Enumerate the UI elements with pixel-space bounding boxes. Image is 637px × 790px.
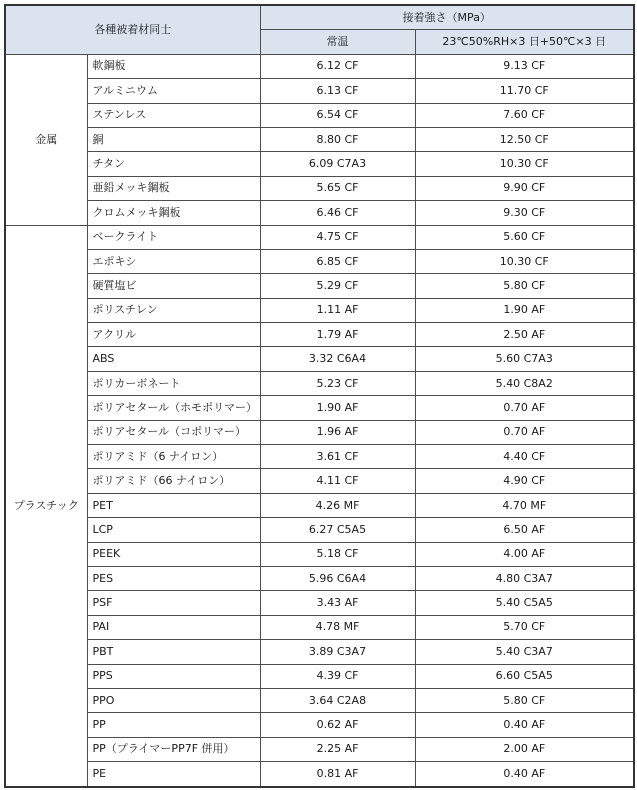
table-row xyxy=(5,127,634,151)
table-row xyxy=(5,713,634,737)
room-temp-value-cell: 6.46 CF xyxy=(260,201,415,225)
substrate-name-cell: PE xyxy=(87,762,260,787)
substrate-name-cell: ポリカーボネート xyxy=(87,371,260,395)
room-temp-value-cell: 5.23 CF xyxy=(260,371,415,395)
table-row xyxy=(5,225,634,249)
substrate-name-cell: PAI xyxy=(87,615,260,639)
room-temp-value-cell: 4.11 CF xyxy=(260,469,415,493)
substrate-name-cell: PP（プライマーPP7F 併用） xyxy=(87,737,260,761)
room-temp-value-cell: 4.39 CF xyxy=(260,664,415,688)
table-row xyxy=(5,640,634,664)
header-row xyxy=(5,5,634,30)
substrate-name-cell: PSF xyxy=(87,591,260,615)
humid-value-cell: 4.40 CF xyxy=(415,445,634,469)
table-row xyxy=(5,201,634,225)
substrate-name-cell: PET xyxy=(87,493,260,517)
substrate-name-cell: PES xyxy=(87,566,260,590)
substrate-name-cell: ポリアミド（66 ナイロン） xyxy=(87,469,260,493)
room-temp-value-cell: 1.90 AF xyxy=(260,396,415,420)
room-temp-value-cell: 8.80 CF xyxy=(260,127,415,151)
table-row xyxy=(5,420,634,444)
table-row xyxy=(5,396,634,420)
table-row xyxy=(5,323,634,347)
substrate-name-cell: 銅 xyxy=(87,127,260,151)
substrate-name-cell: エポキシ xyxy=(87,249,260,273)
room-temp-value-cell: 4.75 CF xyxy=(260,225,415,249)
room-temp-value-cell: 4.26 MF xyxy=(260,493,415,517)
substrate-name-cell: アクリル xyxy=(87,323,260,347)
table-row xyxy=(5,688,634,712)
substrate-name-cell: PEEK xyxy=(87,542,260,566)
humid-value-cell: 9.90 CF xyxy=(415,176,634,200)
substrate-name-cell: 軟鋼板 xyxy=(87,54,260,78)
room-temp-value-cell: 4.78 MF xyxy=(260,615,415,639)
humid-value-cell: 0.40 AF xyxy=(415,713,634,737)
humid-value-cell: 5.40 C8A2 xyxy=(415,371,634,395)
group-label: 金属 xyxy=(5,54,87,225)
room-temp-value-cell: 6.09 C7A3 xyxy=(260,152,415,176)
table-row xyxy=(5,176,634,200)
room-temp-value-cell: 5.29 CF xyxy=(260,274,415,298)
header-substrates: 各種被着材同士 xyxy=(5,5,260,54)
substrate-name-cell: ポリアセタール（コポリマー） xyxy=(87,420,260,444)
humid-value-cell: 11.70 CF xyxy=(415,79,634,103)
humid-value-cell: 2.50 AF xyxy=(415,323,634,347)
humid-value-cell: 5.80 CF xyxy=(415,688,634,712)
substrate-name-cell: PBT xyxy=(87,640,260,664)
humid-value-cell: 4.90 CF xyxy=(415,469,634,493)
table-row xyxy=(5,371,634,395)
table-row xyxy=(5,493,634,517)
room-temp-value-cell: 5.96 C6A4 xyxy=(260,566,415,590)
humid-value-cell: 9.13 CF xyxy=(415,54,634,78)
room-temp-value-cell: 6.12 CF xyxy=(260,54,415,78)
table-row xyxy=(5,518,634,542)
room-temp-value-cell: 3.61 CF xyxy=(260,445,415,469)
adhesion-strength-table xyxy=(4,4,635,788)
room-temp-value-cell: 3.32 C6A4 xyxy=(260,347,415,371)
room-temp-value-cell: 5.65 CF xyxy=(260,176,415,200)
group-label: プラスチック xyxy=(5,225,87,786)
substrate-name-cell: ポリスチレン xyxy=(87,298,260,322)
humid-value-cell: 7.60 CF xyxy=(415,103,634,127)
room-temp-value-cell: 0.81 AF xyxy=(260,762,415,787)
table-row xyxy=(5,615,634,639)
humid-value-cell: 10.30 CF xyxy=(415,249,634,273)
table-row xyxy=(5,103,634,127)
header-room-temp: 常温 xyxy=(260,30,415,54)
substrate-name-cell: PPS xyxy=(87,664,260,688)
humid-value-cell: 0.70 AF xyxy=(415,420,634,444)
substrate-name-cell: ステンレス xyxy=(87,103,260,127)
humid-value-cell: 5.60 CF xyxy=(415,225,634,249)
table-row xyxy=(5,298,634,322)
substrate-name-cell: 亜鉛メッキ鋼板 xyxy=(87,176,260,200)
room-temp-value-cell: 3.43 AF xyxy=(260,591,415,615)
humid-value-cell: 4.70 MF xyxy=(415,493,634,517)
humid-value-cell: 0.70 AF xyxy=(415,396,634,420)
humid-value-cell: 6.50 AF xyxy=(415,518,634,542)
table-row xyxy=(5,664,634,688)
substrate-name-cell: ABS xyxy=(87,347,260,371)
humid-value-cell: 5.60 C7A3 xyxy=(415,347,634,371)
room-temp-value-cell: 2.25 AF xyxy=(260,737,415,761)
room-temp-value-cell: 6.13 CF xyxy=(260,79,415,103)
table-row xyxy=(5,737,634,761)
substrate-name-cell: ポリアミド（6 ナイロン） xyxy=(87,445,260,469)
table-row xyxy=(5,347,634,371)
room-temp-value-cell: 1.79 AF xyxy=(260,323,415,347)
table-row xyxy=(5,54,634,78)
substrate-name-cell: ベークライト xyxy=(87,225,260,249)
humid-value-cell: 5.80 CF xyxy=(415,274,634,298)
substrate-name-cell: ポリアセタール（ホモポリマー） xyxy=(87,396,260,420)
substrate-name-cell: チタン xyxy=(87,152,260,176)
humid-value-cell: 4.00 AF xyxy=(415,542,634,566)
room-temp-value-cell: 6.85 CF xyxy=(260,249,415,273)
table-row xyxy=(5,591,634,615)
room-temp-value-cell: 0.62 AF xyxy=(260,713,415,737)
room-temp-value-cell: 1.11 AF xyxy=(260,298,415,322)
table-row xyxy=(5,249,634,273)
table-row xyxy=(5,469,634,493)
room-temp-value-cell: 6.54 CF xyxy=(260,103,415,127)
humid-value-cell: 2.00 AF xyxy=(415,737,634,761)
humid-value-cell: 10.30 CF xyxy=(415,152,634,176)
substrate-name-cell: LCP xyxy=(87,518,260,542)
room-temp-value-cell: 3.64 C2A8 xyxy=(260,688,415,712)
table-row xyxy=(5,445,634,469)
substrate-name-cell: クロムメッキ鋼板 xyxy=(87,201,260,225)
table-row xyxy=(5,152,634,176)
substrate-name-cell: アルミニウム xyxy=(87,79,260,103)
room-temp-value-cell: 5.18 CF xyxy=(260,542,415,566)
header-humid: 23℃50%RH×3 日+50℃×3 日 xyxy=(415,30,634,54)
humid-value-cell: 1.90 AF xyxy=(415,298,634,322)
room-temp-value-cell: 3.89 C3A7 xyxy=(260,640,415,664)
humid-value-cell: 6.60 C5A5 xyxy=(415,664,634,688)
header-strength: 接着強さ（MPa） xyxy=(260,5,634,30)
humid-value-cell: 0.40 AF xyxy=(415,762,634,787)
humid-value-cell: 5.40 C5A5 xyxy=(415,591,634,615)
humid-value-cell: 4.80 C3A7 xyxy=(415,566,634,590)
humid-value-cell: 5.70 CF xyxy=(415,615,634,639)
table-row xyxy=(5,274,634,298)
table-row xyxy=(5,542,634,566)
humid-value-cell: 12.50 CF xyxy=(415,127,634,151)
table-row xyxy=(5,762,634,787)
substrate-name-cell: 硬質塩ビ xyxy=(87,274,260,298)
room-temp-value-cell: 1.96 AF xyxy=(260,420,415,444)
substrate-name-cell: PPO xyxy=(87,688,260,712)
table-row xyxy=(5,566,634,590)
humid-value-cell: 5.40 C3A7 xyxy=(415,640,634,664)
room-temp-value-cell: 6.27 C5A5 xyxy=(260,518,415,542)
substrate-name-cell: PP xyxy=(87,713,260,737)
table-row xyxy=(5,79,634,103)
humid-value-cell: 9.30 CF xyxy=(415,201,634,225)
